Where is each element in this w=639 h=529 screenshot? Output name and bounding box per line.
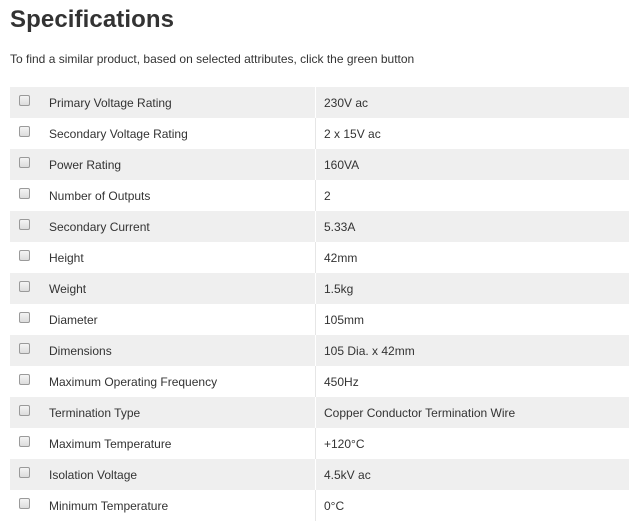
attribute-label: Secondary Voltage Rating: [39, 118, 316, 149]
spec-row: [10, 118, 629, 149]
attribute-value: 230V ac: [324, 95, 369, 110]
checkbox-cell: [10, 242, 39, 273]
attribute-checkbox[interactable]: [19, 467, 30, 478]
attribute-label: Secondary Current: [39, 211, 316, 242]
attribute-checkbox[interactable]: [19, 498, 30, 509]
attribute-value: 42mm: [324, 250, 358, 265]
attribute-value: 2: [324, 188, 331, 203]
attribute-checkbox[interactable]: [19, 374, 30, 385]
page-title: Specifications: [10, 6, 175, 33]
spec-row: [10, 87, 629, 118]
checkbox-cell: [10, 335, 39, 366]
attribute-checkbox[interactable]: [19, 281, 30, 292]
spec-row: [10, 180, 629, 211]
checkbox-cell: [10, 304, 39, 335]
attribute-checkbox[interactable]: [19, 343, 30, 354]
checkbox-cell: [10, 118, 39, 149]
attribute-value: 4.5kV ac: [324, 467, 371, 482]
checkbox-cell: [10, 428, 39, 459]
attribute-value: +120°C: [324, 436, 365, 451]
instructions-text: To find a similar product, based on selected attributes, click the green button: [10, 52, 415, 66]
attribute-label: Termination Type: [39, 397, 316, 428]
attribute-label: Height: [39, 242, 316, 273]
spec-row: [10, 459, 629, 490]
specifications-table: [10, 87, 629, 521]
attribute-checkbox[interactable]: [19, 126, 30, 137]
checkbox-cell: [10, 273, 39, 304]
attribute-label: Maximum Operating Frequency: [39, 366, 316, 397]
attribute-value: 1.5kg: [324, 281, 354, 296]
attribute-label: Maximum Temperature: [39, 428, 316, 459]
spec-row: [10, 149, 629, 180]
spec-row: [10, 490, 629, 521]
checkbox-cell: [10, 211, 39, 242]
spec-row: [10, 304, 629, 335]
checkbox-cell: [10, 490, 39, 521]
attribute-checkbox[interactable]: [19, 436, 30, 447]
attribute-label: Weight: [39, 273, 316, 304]
attribute-label: Primary Voltage Rating: [39, 87, 316, 118]
spec-row: [10, 242, 629, 273]
checkbox-cell: [10, 459, 39, 490]
attribute-label: Minimum Temperature: [39, 490, 316, 521]
attribute-label: Dimensions: [39, 335, 316, 366]
spec-row: [10, 335, 629, 366]
spec-row: [10, 428, 629, 459]
checkbox-cell: [10, 87, 39, 118]
attribute-value: 0°C: [324, 498, 345, 513]
attribute-checkbox[interactable]: [19, 157, 30, 168]
attribute-value: 105 Dia. x 42mm: [324, 343, 415, 358]
attribute-label: Isolation Voltage: [39, 459, 316, 490]
attribute-value: 450Hz: [324, 374, 359, 389]
attribute-label: Number of Outputs: [39, 180, 316, 211]
checkbox-cell: [10, 397, 39, 428]
attribute-checkbox[interactable]: [19, 219, 30, 230]
checkbox-cell: [10, 366, 39, 397]
attribute-checkbox[interactable]: [19, 250, 30, 261]
spec-row: [10, 397, 629, 428]
attribute-checkbox[interactable]: [19, 405, 30, 416]
attribute-checkbox[interactable]: [19, 312, 30, 323]
attribute-label: Diameter: [39, 304, 316, 335]
attribute-value: 5.33A: [324, 219, 356, 234]
checkbox-cell: [10, 149, 39, 180]
attribute-value: Copper Conductor Termination Wire: [324, 405, 516, 420]
attribute-value: 2 x 15V ac: [324, 126, 381, 141]
attribute-value: 160VA: [324, 157, 360, 172]
attribute-value: 105mm: [324, 312, 365, 327]
checkbox-cell: [10, 180, 39, 211]
spec-row: [10, 211, 629, 242]
attribute-label: Power Rating: [39, 149, 316, 180]
attribute-checkbox[interactable]: [19, 95, 30, 106]
attribute-checkbox[interactable]: [19, 188, 30, 199]
spec-row: [10, 366, 629, 397]
spec-row: [10, 273, 629, 304]
